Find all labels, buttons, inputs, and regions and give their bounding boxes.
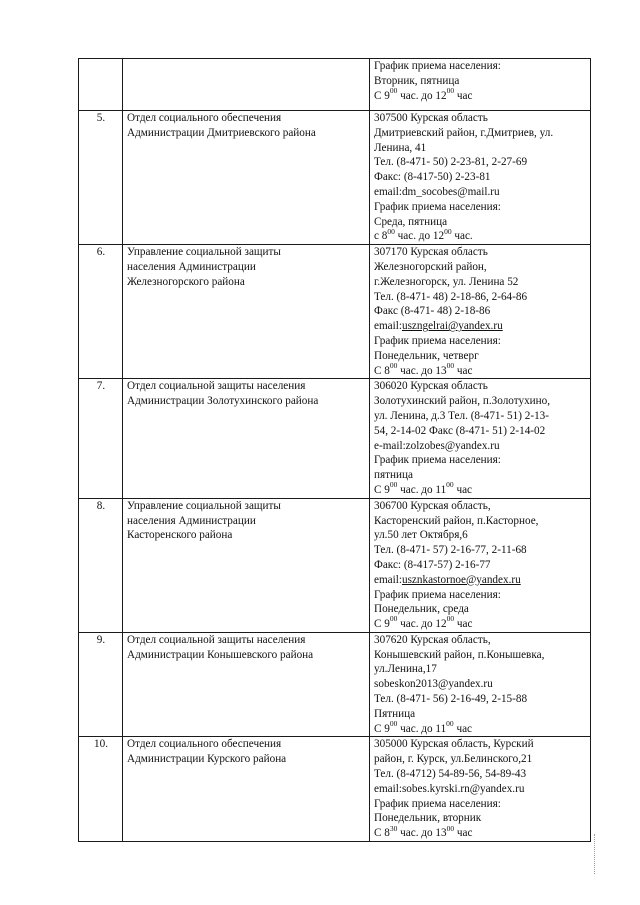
table-row [79,245,591,379]
contact-line: Тел. (8-4712) 54-89-56, 54-89-43 [374,768,527,781]
contact-line: пятница [374,469,413,482]
office-name-cell [123,737,370,842]
contact-line: График приема населения: [374,454,501,467]
reception-hours: С $9^{00}$ час. до $11^{00}$ час [374,480,473,496]
contact-cell [370,632,591,737]
office-name-line: населения Администрации [127,260,256,273]
contact-line: e-mail:zolzobes@yandex.ru [374,439,500,452]
contact-line: Ленина, 41 [374,141,427,154]
contact-line: Среда, пятница [374,215,448,228]
office-name-line: Администрации Курского района [127,753,287,766]
contact-line: Понедельник, четверг [374,349,479,362]
office-name-cell [123,498,370,632]
office-name-line: Администрации Дмитриевского района [127,126,316,139]
contact-line: Золотухинский район, п.Золотухино, [374,395,551,408]
contact-line: г.Железногорск, ул. Ленина 52 [374,275,519,288]
contact-line: 54, 2-14-02 Факс (8-471- 51) 2-14-02 [374,424,546,437]
table-row [79,498,591,632]
table-row [79,632,591,737]
contact-line: Факс: (8-417-50) 2-23-81 [374,171,491,184]
contact-cell [370,379,591,498]
reception-hours: с $8^{00}$ час. до $12^{00}$ час. [374,226,473,243]
contact-line: Вторник, пятница [374,74,460,87]
office-name-line: Отдел социального обеспечения [127,112,282,124]
contact-line: График приема населения: [374,797,501,810]
table-row [79,379,591,498]
contact-line: Тел. (8-471- 56) 2-16-49, 2-15-88 [374,693,528,706]
office-name-line: Управление социальной защиты [127,499,281,512]
row-number: 6. [79,245,123,379]
email-line: email:uszngelrai@yandex.ru [374,320,503,333]
contact-line: 306020 Курская область [374,380,488,393]
office-name-line: Управление социальной защиты [127,246,281,259]
contact-line: Пятница [374,707,416,720]
contact-cell [370,59,591,111]
contact-line: 306700 Курская область, [374,499,491,512]
office-name-cell [123,245,370,379]
contact-line: График приема населения: [374,588,501,601]
office-name-line: Касторенского района [127,529,233,542]
reception-hours: С $9^{00}$ час. до $12^{00}$ час [374,85,473,102]
contact-line: Железногорский район, [374,260,487,273]
office-name-cell [123,111,370,245]
contact-line: ул. Ленина, д.3 Тел. (8-471- 51) 2-13- [374,409,549,422]
contact-line: Тел. (8-471- 57) 2-16-77, 2-11-68 [374,544,527,557]
reception-hours: С $8^{30}$ час. до $13^{00}$ час [374,823,473,840]
contact-line: Факс: (8-417-57) 2-16-77 [374,558,491,571]
contact-line: График приема населения: [374,60,501,72]
contact-line: Дмитриевский район, г.Дмитриев, ул. [374,126,554,139]
office-name-line: Отдел социальной защиты населения [127,380,306,393]
contact-line: Факс (8-471- 48) 2-18-86 [374,305,491,318]
row-number: 7. [79,379,123,498]
office-name-cell [123,632,370,737]
office-name-line: Администрации Конышевского района [127,648,314,661]
row-number: 8. [79,498,123,632]
contact-line: Понедельник, вторник [374,812,482,825]
contact-line: район, г. Курск, ул.Белинского,21 [374,753,533,766]
contact-cell [370,498,591,632]
contact-cell [370,111,591,245]
contact-cell [370,737,591,842]
contact-line: График приема населения: [374,200,501,213]
social-services-table [78,58,591,842]
row-number: 5. [79,111,123,245]
contact-line: ул.50 лет Октября,6 [374,529,468,542]
contact-line: Тел. (8-471- 50) 2-23-81, 2-27-69 [374,156,528,169]
contact-line: Конышевский район, п.Конышевка, [374,648,545,661]
office-name-cell [123,379,370,498]
reception-hours: С $8^{00}$ час. до $13^{00}$ час [374,360,473,377]
contact-line: Касторенский район, п.Касторное, [374,514,539,527]
office-name-cell [123,59,370,111]
contact-line: График приема населения: [374,334,501,347]
contact-line: email:sobes.kyrski.rn@yandex.ru [374,782,525,795]
contact-line: ул.Ленина,17 [374,663,437,676]
table-row [79,111,591,245]
email-link[interactable]: uszngelrai@yandex.ru [401,320,503,333]
office-name-line: Железногорского района [127,275,245,288]
contact-line: 307620 Курская область, [374,633,491,646]
office-name-line: Администрации Золотухинского района [127,395,319,408]
scan-artifact [594,834,596,874]
office-name-line: Отдел социального обеспечения [127,738,282,751]
contact-line: sobeskon2013@yandex.ru [374,678,493,691]
contact-line: 307170 Курская область [374,246,488,259]
office-name-line: Отдел социальной защиты населения [127,633,306,646]
office-name-line: населения Администрации [127,514,256,527]
table-row [79,737,591,842]
row-number [79,59,123,111]
row-number: 9. [79,632,123,737]
contact-cell [370,245,591,379]
row-number: 10. [79,737,123,842]
reception-hours: С $9^{00}$ час. до $11^{00}$ час [374,718,473,735]
contact-line: Понедельник, среда [374,603,469,616]
contact-line: Тел. (8-471- 48) 2-18-86, 2-64-86 [374,290,528,303]
contact-line: email:dm_socobes@mail.ru [374,185,500,198]
contact-line: 307500 Курская область [374,112,488,124]
reception-hours: С $9^{00}$ час. до $12^{00}$ час [374,614,473,631]
email-line: email:usznkastornoe@yandex.ru [374,573,521,586]
table-row [79,59,591,111]
contact-line: 305000 Курская область, Курский [374,738,534,751]
email-link[interactable]: usznkastornoe@yandex.ru [401,573,521,586]
